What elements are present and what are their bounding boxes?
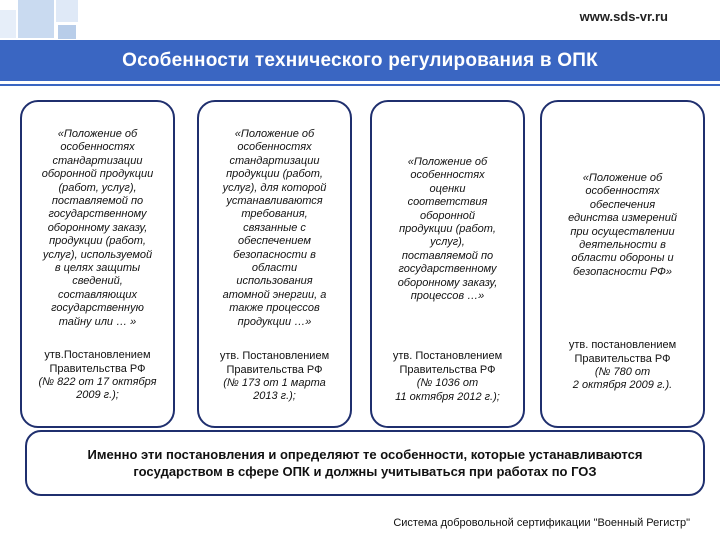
regulation-card-standardization-nuclear	[197, 100, 352, 428]
approval-prefix: утв. постановлением Правительства РФ	[568, 339, 677, 365]
regulation-description: «Положение об особенностях обеспечения единства измерений при осуществлении деятельности в области обороны и безопасности РФ»	[568, 172, 677, 278]
divider	[0, 84, 720, 86]
approval-reference: (№ 780 от 2 октября 2009 г.).	[572, 366, 673, 392]
site-url[interactable]: www.sds-vr.ru	[579, 9, 668, 24]
regulation-card-standardization-defense	[20, 100, 175, 428]
regulation-description: «Положение об особенностях стандартизации оборонной продукции (работ, услуг), поставляемой по государственному оборонному заказу, продукции (работ, услуг), используемой в целях защиты сведений, составляющих государственную тайну или … »	[41, 128, 154, 328]
decorative-square	[56, 0, 78, 22]
approval-reference: (№ 822 от 17 октября 2009 г.);	[38, 375, 157, 402]
footer-caption: Система добровольной сертификации "Военный Регистр"	[393, 517, 690, 529]
title-bar	[0, 40, 720, 81]
conclusion-box	[25, 430, 705, 496]
conclusion-text: Именно эти постановления и определяют те особенности, которые устанавливаются государством в сфере ОПК и должны учитываться при работах по ГОЗ	[87, 447, 643, 479]
approval-prefix: утв. Постановлением Правительства РФ	[219, 350, 330, 376]
regulation-description: «Положение об особенностях оценки соответствия оборонной продукции (работ, услуг), поставляемой по государственному оборонному заказу, процессов …»	[397, 156, 498, 303]
decorative-square	[0, 10, 16, 38]
page-title: Особенности технического регулирования в ОПК	[122, 49, 598, 71]
approval-prefix: утв.Постановлением Правительства РФ	[44, 349, 151, 375]
approval-reference: (№ 1036 от 11 октября 2012 г.);	[395, 377, 500, 403]
approval-note	[38, 349, 156, 403]
approval-prefix: утв. Постановлением Правительства РФ	[392, 350, 503, 376]
approval-note	[220, 350, 329, 404]
approval-note	[393, 350, 502, 404]
approval-reference: (№ 173 от 1 марта 2013 г.);	[223, 376, 326, 403]
decorative-square	[58, 25, 76, 39]
regulation-description: «Положение об особенностях стандартизации продукции (работ, услуг), для которой устанавливаются требования, связанные с обеспечением безопасности в области использования атомной энергии, а также процессов продукции …»	[222, 128, 327, 328]
decorative-square	[18, 0, 54, 38]
regulation-card-measurement-uniformity	[540, 100, 705, 428]
regulation-card-conformity-assessment	[370, 100, 525, 428]
approval-note	[569, 339, 676, 393]
